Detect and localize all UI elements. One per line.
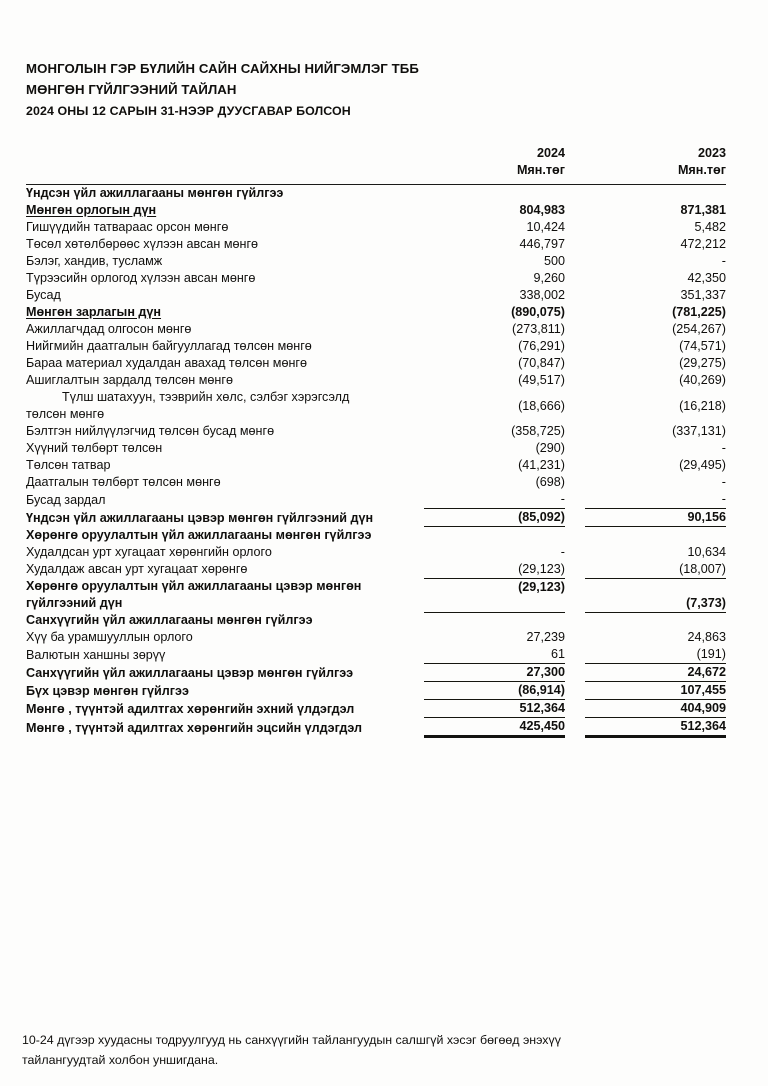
row-label: Ашиглалтын зардалд төлсөн мөнгө — [26, 373, 233, 387]
row-value-2024: - — [560, 544, 565, 559]
column-header-2024: 2024 — [536, 146, 565, 160]
row-label: Даатгалын төлбөрт төлсөн мөнгө — [26, 475, 221, 489]
row-label: Гишүүдийн татвараас орсон мөнгө — [26, 220, 229, 234]
row-value-2024: 9,260 — [533, 271, 565, 285]
column-header-2023: 2023 — [697, 146, 726, 160]
closing-balance-2024: 425,450 — [424, 718, 565, 737]
row-fuel-transport — [26, 389, 726, 423]
row-value-2023: (74,571) — [679, 339, 726, 353]
row-label: Бараа материал худалдан авахад төлсөн мөнгө — [26, 356, 308, 370]
row-value-2024: 10,424 — [526, 220, 565, 234]
row-label: Бэлэг, хандив, тусламж — [26, 254, 163, 268]
row-value-2023: (191) — [585, 646, 726, 664]
row-value-2024: (698) — [535, 475, 565, 489]
table-row — [26, 561, 726, 579]
operating-net-2024: (85,092) — [424, 509, 565, 527]
expense-total-label — [26, 304, 424, 321]
row-label: Хүү ба урамшууллын орлого — [26, 630, 193, 644]
row-total-net-cash-flow — [26, 682, 726, 700]
operating-heading-label: Үндсэн үйл ажиллагааны мөнгөн гүйлгээ — [26, 186, 284, 200]
row-label: Ажиллагчдад олгосон мөнгө — [26, 322, 192, 336]
row-value-2023: 10,634 — [687, 544, 726, 559]
row-label: Хүүний төлбөрт төлсөн — [26, 441, 163, 455]
section-investing-heading — [26, 527, 726, 544]
investing-net-label-line1: Хөрөнгө оруулалтын үйл ажиллагааны цэвэр мөнгөн — [26, 579, 362, 593]
table-row — [26, 321, 726, 338]
table-row — [26, 629, 726, 646]
investing-net-label-line2: гүйлгээний дүн — [26, 596, 123, 610]
row-value-2024: 446,797 — [519, 237, 565, 251]
row-value-2024: (273,811) — [512, 322, 565, 336]
row-label: Түрээсийн орлогод хүлээн авсан мөнгө — [26, 271, 256, 285]
table-row — [26, 646, 726, 664]
table-row — [26, 457, 726, 474]
row-value-2024: (76,291) — [518, 339, 565, 353]
financing-heading-label: Санхүүгийн үйл ажиллагааны мөнгөн гүйлгээ — [26, 613, 313, 627]
row-value-2024: 27,239 — [526, 630, 565, 644]
column-unit-2024: Мян.төг — [516, 163, 565, 177]
financing-net-2023: 24,672 — [585, 664, 726, 682]
statement-period: 2024 ОНЫ 12 САРЫН 31-НЭЭР ДУУСГАВАР БОЛСОН — [26, 104, 351, 118]
row-income-total — [26, 202, 726, 219]
organization-name: МОНГОЛЫН ГЭР БҮЛИЙН САЙН САЙХНЫ НИЙГЭМЛЭГ ТББ — [26, 61, 419, 76]
closing-balance-2023: 512,364 — [585, 718, 726, 737]
row-value-2024: (70,847) — [518, 356, 565, 370]
unit-spacer — [26, 162, 424, 179]
table-row — [26, 474, 726, 491]
income-total-label-text: Мөнгөн орлогын дүн — [26, 203, 157, 217]
table-row — [26, 236, 726, 253]
row-value-2024: 61 — [424, 646, 565, 664]
row-value-2024: 338,002 — [519, 288, 565, 302]
footer-note-line2: тайлангуудтай холбон уншигдана. — [22, 1053, 219, 1067]
statement-name: МӨНГӨН ГҮЙЛГЭЭНИЙ ТАЙЛАН — [26, 82, 237, 97]
row-value-2023: 24,863 — [687, 630, 726, 644]
row-label: Валютын ханшны зөрүү — [26, 647, 166, 662]
row-value-2023: (29,275) — [679, 356, 726, 370]
table-header-units — [26, 162, 726, 179]
row-value-2024: (49,517) — [518, 373, 565, 387]
row-value-2023: (18,007) — [585, 561, 726, 579]
row-value-2023: - — [721, 475, 726, 489]
row-value-2023: - — [585, 491, 726, 509]
table-row — [26, 372, 726, 389]
operating-net-label: Үндсэн үйл ажиллагааны цэвэр мөнгөн гүйлгээний дүн — [26, 510, 374, 525]
column-unit-2023: Мян.төг — [677, 163, 726, 177]
row-opening-balance — [26, 700, 726, 718]
row-value-2023: (254,267) — [672, 322, 726, 336]
table-row — [26, 338, 726, 355]
row-value-2023: (337,131) — [672, 424, 726, 438]
table-row — [26, 544, 726, 561]
income-total-2023: 871,381 — [680, 203, 726, 217]
expense-total-2023: (781,225) — [672, 305, 726, 319]
row-value-2023: (40,269) — [679, 373, 726, 387]
closing-balance-label: Мөнгө , түүнтэй адилтгах хөрөнгийн эцсийн үлдэгдэл — [26, 720, 363, 735]
row-label: Бусад зардал — [26, 492, 106, 507]
total-net-2023: 107,455 — [585, 682, 726, 700]
footer-note-line1: 10-24 дүгээр хуудасны тодруулгууд нь санхүүгийн тайлангуудын салшгүй хэсэг бөгөөд энэхүү — [22, 1033, 561, 1047]
row-label: Худалдаж авсан урт хугацаат хөрөнгө — [26, 562, 248, 576]
fuel-transport-label — [26, 389, 424, 423]
section-operating-heading — [26, 185, 726, 203]
row-value-2023: (29,495) — [679, 458, 726, 472]
row-label: Нийгмийн даатгалын байгууллагад төлсөн мөнгө — [26, 339, 312, 353]
table-row — [26, 270, 726, 287]
table-row — [26, 355, 726, 372]
total-net-2024: (86,914) — [424, 682, 565, 700]
expense-total-label-text: Мөнгөн зарлагын дүн — [26, 305, 162, 319]
row-value-2023: 351,337 — [680, 288, 726, 302]
row-operating-net — [26, 509, 726, 527]
fuel-transport-2023: (16,218) — [679, 398, 726, 413]
opening-balance-2024: 512,364 — [424, 700, 565, 718]
row-value-2024: (290) — [535, 441, 565, 455]
row-value-2024: (29,123) — [424, 561, 565, 579]
table-header-years — [26, 145, 726, 162]
investing-net-2023: (7,373) — [585, 578, 726, 612]
fuel-transport-label-line2: төлсөн мөнгө — [26, 407, 105, 421]
total-net-label: Бүх цэвэр мөнгөн гүйлгээ — [26, 683, 189, 698]
financing-net-label: Санхүүгийн үйл ажиллагааны цэвэр мөнгөн гүйлгээ — [26, 665, 354, 680]
income-total-label — [26, 202, 424, 219]
row-value-2023: 5,482 — [694, 220, 726, 234]
table-row — [26, 287, 726, 304]
opening-balance-label: Мөнгө , түүнтэй адилтгах хөрөнгийн эхний үлдэгдэл — [26, 701, 355, 716]
row-value-2024: (358,725) — [511, 424, 565, 438]
cash-flow-statement-table — [26, 145, 726, 738]
row-value-2024: 500 — [543, 254, 565, 268]
row-value-2024: (41,231) — [518, 458, 565, 472]
row-value-2023: - — [721, 441, 726, 455]
row-expense-total — [26, 304, 726, 321]
expense-total-2024: (890,075) — [511, 305, 565, 319]
row-label: Төлсөн татвар — [26, 458, 111, 472]
row-label: Бусад — [26, 288, 61, 302]
table-row — [26, 219, 726, 236]
row-value-2023: 42,350 — [687, 271, 726, 285]
investing-heading-label: Хөрөнгө оруулалтын үйл ажиллагааны мөнгөн гүйлгээ — [26, 527, 372, 542]
financing-net-2024: 27,300 — [424, 664, 565, 682]
footer-note — [22, 1030, 730, 1070]
row-label: Бэлтгэн нийлүүлэгчид төлсөн бусад мөнгө — [26, 424, 275, 438]
row-label: Худалдсан урт хугацаат хөрөнгийн орлого — [26, 544, 272, 559]
investing-net-2024: (29,123) — [424, 578, 565, 612]
row-financing-net — [26, 664, 726, 682]
row-closing-balance — [26, 718, 726, 737]
row-label: Төсөл хөтөлбөрөөс хүлээн авсан мөнгө — [26, 237, 259, 251]
opening-balance-2023: 404,909 — [585, 700, 726, 718]
row-value-2023: 472,212 — [680, 237, 726, 251]
investing-net-label — [26, 578, 424, 612]
table-row — [26, 253, 726, 270]
fuel-transport-label-line1: Түлш шатахуун, тээврийн хөлс, сэлбэг хэрэгсэлд — [62, 390, 350, 404]
row-value-2024: - — [424, 491, 565, 509]
table-row — [26, 440, 726, 457]
table-row — [26, 423, 726, 440]
table-row — [26, 491, 726, 509]
header-spacer — [26, 145, 424, 162]
document-title-block — [26, 58, 726, 122]
fuel-transport-2024: (18,666) — [518, 398, 565, 413]
section-financing-heading — [26, 612, 726, 629]
operating-net-2023: 90,156 — [585, 509, 726, 527]
row-investing-net — [26, 578, 726, 612]
income-total-2024: 804,983 — [519, 203, 565, 217]
row-value-2023: - — [721, 254, 726, 268]
